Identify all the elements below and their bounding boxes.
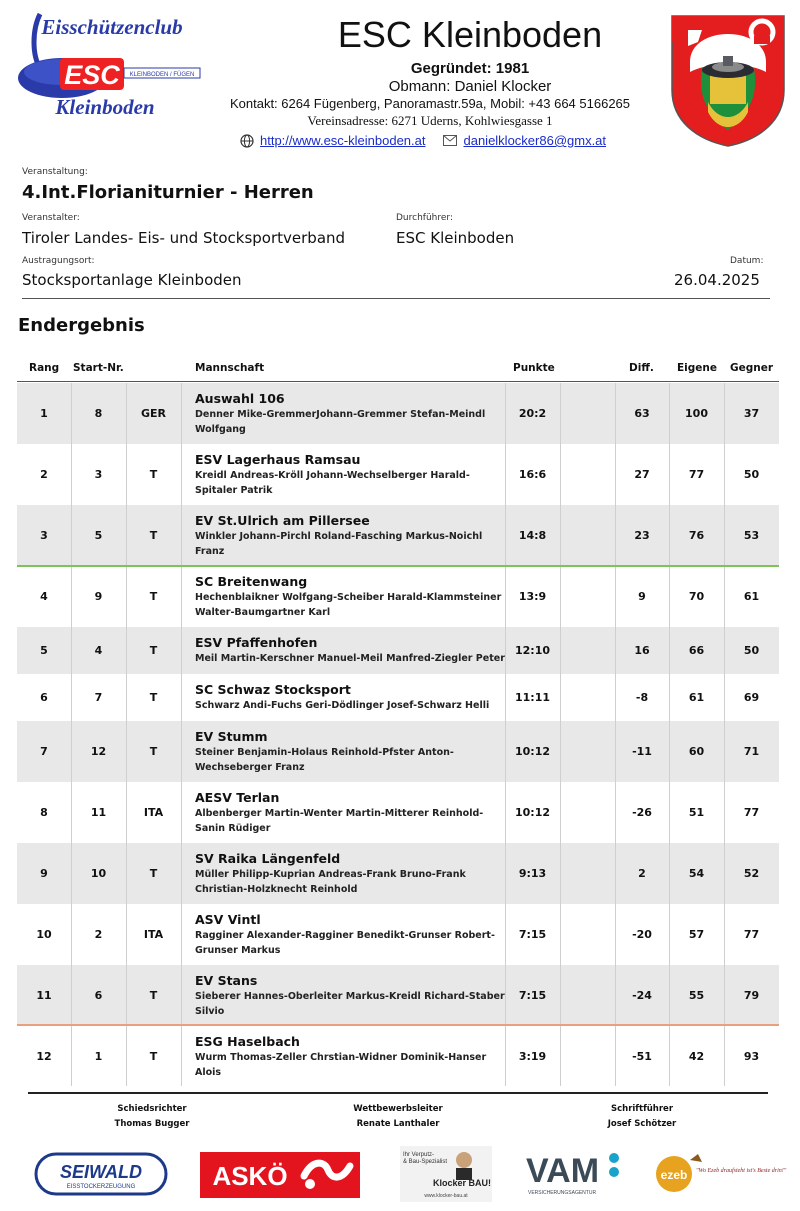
column-divider <box>181 843 182 904</box>
column-divider <box>181 904 182 965</box>
team-name: SV Raika Längenfeld <box>195 851 341 866</box>
col-team: Mannschaft <box>195 362 265 374</box>
sponsor-ezeb-name: ezeb <box>660 1168 688 1182</box>
cell-diff: -51 <box>632 1049 652 1063</box>
venue-value: Stocksportanlage Kleinboden <box>22 271 242 289</box>
table-row <box>17 383 779 444</box>
cell-diff: -26 <box>632 806 652 819</box>
sponsor-klocker-line2: & Bau-Spezialist <box>403 1159 448 1165</box>
cell-points: 7:15 <box>518 989 547 1002</box>
column-divider <box>181 965 182 1026</box>
cell-nat: ITA <box>143 806 164 819</box>
event-name: 4.Int.Florianiturnier - Herren <box>22 182 314 203</box>
column-divider <box>181 505 182 566</box>
sponsor-seiwald-name: SEIWALD <box>59 1162 143 1182</box>
referee-name: Thomas Bugger <box>114 1119 190 1129</box>
team-members: Winkler Johann-Pirchl Roland-Fasching Markus-Noichl Franz <box>195 531 483 557</box>
address-text: Vereinsadresse: 6271 Uderns, Kohlwiesgasse 1 <box>307 113 553 128</box>
cell-own: 60 <box>688 745 705 758</box>
contact-links <box>240 133 606 148</box>
cell-opp: 79 <box>743 989 760 1002</box>
cell-start: 3 <box>94 468 103 481</box>
table-row <box>17 904 779 965</box>
cell-opp: 93 <box>743 1049 760 1063</box>
column-divider <box>560 904 561 965</box>
cell-rank: 3 <box>40 529 48 542</box>
col-diff: Diff. <box>629 362 654 374</box>
column-divider <box>181 721 182 782</box>
logo-bottom-text: Kleinboden <box>55 95 155 119</box>
column-divider <box>560 965 561 1026</box>
team-name: ASV Vintl <box>195 912 261 927</box>
column-divider <box>181 782 182 843</box>
cell-start: 6 <box>94 989 103 1002</box>
team-name: ESG Haselbach <box>195 1034 300 1049</box>
cell-rank: 4 <box>40 590 48 603</box>
sponsor-vam-name: VAM <box>526 1152 600 1190</box>
club-title: ESC Kleinboden <box>337 14 603 55</box>
team-members: Wurm Thomas-Zeller Chrstian-Widner Dominik-Hanser Alois <box>195 1052 487 1078</box>
sponsor-klocker-logo <box>400 1146 492 1202</box>
cell-points: 11:11 <box>514 691 550 704</box>
team-name: EV Stans <box>195 973 258 988</box>
logo-top-text: Eisschützenclub <box>41 15 183 39</box>
cell-rank: 9 <box>40 867 48 880</box>
table-row <box>17 721 779 782</box>
cell-diff: 23 <box>634 529 650 542</box>
sponsor-ezeb-logo <box>654 1146 787 1202</box>
cell-start: 4 <box>94 644 103 657</box>
cell-rank: 2 <box>40 468 48 481</box>
info-divider <box>22 298 770 299</box>
cell-nat: T <box>149 644 158 657</box>
team-members: Meil Martin-Kerschner Manuel-Meil Manfred-Ziegler Peter <box>195 653 505 664</box>
column-divider <box>560 721 561 782</box>
team-name: AESV Terlan <box>195 790 280 805</box>
contact-text: Kontakt: 6264 Fügenberg, Panoramastr.59a, Mobil: +43 664 5166265 <box>229 96 631 111</box>
venue-label: Austragungsort: <box>22 256 95 266</box>
team-members: Schwarz Andi-Fuchs Geri-Dödlinger Josef-Schwarz Helli <box>195 700 490 711</box>
cell-rank: 11 <box>36 989 52 1002</box>
sponsor-ezeb-slogan: "Wo Ezeb draufsteht ist's Beste drin!" <box>696 1168 787 1174</box>
cell-diff: 63 <box>634 407 650 420</box>
cell-nat: T <box>149 590 158 603</box>
director-role: Wettbewerbsleiter <box>353 1104 443 1114</box>
relegation-line <box>17 1024 779 1026</box>
column-divider <box>560 444 561 505</box>
team-members: Albenberger Martin-Wenter Martin-Mitterer Reinhold-Sanin Rüdiger <box>195 808 484 834</box>
globe-icon <box>240 134 254 148</box>
cell-own: 42 <box>688 1049 705 1063</box>
cell-nat: T <box>149 529 158 542</box>
sponsor-klocker-line1: Ihr Verputz- <box>403 1152 435 1158</box>
cell-rank: 7 <box>40 745 48 758</box>
cell-start: 11 <box>90 806 107 819</box>
cell-opp: 69 <box>743 691 760 704</box>
cell-opp: 50 <box>743 468 760 481</box>
cell-diff: -20 <box>632 928 652 941</box>
team-members: Müller Philipp-Kuprian Andreas-Frank Bruno-Frank Christian-Holzknecht Reinhold <box>195 869 466 895</box>
sponsor-klocker-url: www.klocker-bau.at <box>424 1193 468 1199</box>
cell-diff: -11 <box>632 745 652 758</box>
column-divider <box>181 566 182 627</box>
cell-nat: T <box>149 1049 158 1063</box>
cell-points: 12:10 <box>514 644 550 657</box>
table-row <box>17 444 779 505</box>
executor-label: Durchführer: <box>396 213 453 223</box>
column-divider <box>560 674 561 721</box>
cell-rank: 1 <box>40 407 48 420</box>
team-members: Ragginer Alexander-Ragginer Benedikt-Grunser Robert-Grunser Markus <box>195 930 495 956</box>
sponsor-vam-logo <box>526 1146 626 1202</box>
secretary-role: Schriftführer <box>610 1104 674 1114</box>
team-name: SC Breitenwang <box>195 574 308 589</box>
cell-own: 51 <box>688 806 705 819</box>
cell-points: 14:8 <box>518 529 547 542</box>
organizer-label: Veranstalter: <box>22 213 80 223</box>
cell-rank: 6 <box>40 691 48 704</box>
cell-start: 7 <box>94 691 103 704</box>
chairman-text: Obmann: Daniel Klocker <box>388 78 552 95</box>
team-name: ESV Lagerhaus Ramsau <box>195 452 361 467</box>
col-rank: Rang <box>29 362 60 374</box>
cell-start: 8 <box>94 407 103 420</box>
column-divider <box>181 383 182 444</box>
column-divider <box>560 383 561 444</box>
cell-rank: 12 <box>36 1049 52 1063</box>
table-row <box>17 566 779 627</box>
cell-nat: T <box>149 989 158 1002</box>
cell-points: 7:15 <box>518 928 547 941</box>
cell-start: 10 <box>90 867 107 880</box>
club-logo <box>10 10 210 122</box>
cell-diff: 16 <box>634 644 650 657</box>
sponsor-seiwald-logo <box>36 1146 166 1202</box>
cell-nat: T <box>149 867 158 880</box>
director-name: Renate Lanthaler <box>356 1119 440 1129</box>
column-divider <box>560 566 561 627</box>
team-members: Kreidl Andreas-Kröll Johann-Wechselberger Harald-Spitaler Patrik <box>195 470 470 496</box>
cell-start: 2 <box>94 928 103 941</box>
team-members: Denner Mike-GremmerJohann-Gremmer Stefan-Meindl Wolfgang <box>195 409 486 435</box>
column-divider <box>560 627 561 674</box>
cell-points: 10:12 <box>514 806 550 819</box>
column-divider <box>560 782 561 843</box>
cell-rank: 8 <box>40 806 48 819</box>
cell-nat: T <box>149 745 158 758</box>
secretary-name: Josef Schötzer <box>607 1119 677 1129</box>
cell-nat: ITA <box>143 928 164 941</box>
table-row <box>17 843 779 904</box>
cell-own: 100 <box>685 407 708 420</box>
cell-points: 16:6 <box>518 468 547 481</box>
date-label: Datum: <box>730 256 764 266</box>
sponsor-seiwald-sub: EISSTOCKERZEUGUNG <box>66 1184 136 1190</box>
sponsor-askoe-name: ASKÖ <box>212 1161 288 1191</box>
cell-start: 9 <box>94 590 103 603</box>
organizer-value: Tiroler Landes- Eis- und Stocksportverband <box>22 229 346 247</box>
sponsor-klocker-name: Klocker BAU! <box>432 1178 492 1188</box>
mail-icon <box>443 135 457 146</box>
team-name: Auswahl 106 <box>195 391 285 406</box>
table-row <box>17 674 779 721</box>
email-link[interactable]: danielklocker86@gmx.at <box>463 133 607 148</box>
results-title: Endergebnis <box>18 315 145 336</box>
cell-own: 66 <box>688 644 705 657</box>
results-table-header <box>17 360 779 382</box>
cell-points: 20:2 <box>518 407 547 420</box>
cell-diff: 2 <box>638 867 646 880</box>
column-divider <box>560 843 561 904</box>
team-members: Sieberer Hannes-Oberleiter Markus-Kreidl Richard-Staber Silvio <box>195 991 505 1017</box>
table-row <box>17 965 779 1026</box>
col-start: Start-Nr. <box>73 362 124 374</box>
cell-own: 61 <box>688 691 705 704</box>
table-row <box>17 1026 779 1086</box>
sponsor-askoe-logo <box>200 1146 360 1202</box>
cell-own: 54 <box>688 867 705 880</box>
column-divider <box>560 505 561 566</box>
municipal-crest <box>668 12 788 148</box>
cell-start: 1 <box>94 1049 103 1063</box>
column-divider <box>181 1026 182 1086</box>
team-members: Hechenblaikner Wolfgang-Scheiber Harald-Klammsteiner Walter-Baumgartner Karl <box>195 592 502 618</box>
team-name: EV Stumm <box>195 729 268 744</box>
footer-divider <box>28 1092 768 1094</box>
cell-points: 13:9 <box>518 590 547 603</box>
cell-diff: 9 <box>638 590 646 603</box>
cell-own: 55 <box>688 989 705 1002</box>
team-name: SC Schwaz Stocksport <box>195 682 351 697</box>
col-points: Punkte <box>513 362 555 374</box>
col-own: Eigene <box>677 362 718 374</box>
logo-small-text: KLEINBODEN / FÜGEN <box>129 72 195 78</box>
col-opp: Gegner <box>730 362 774 374</box>
column-divider <box>181 627 182 674</box>
cell-opp: 37 <box>743 407 760 420</box>
cell-opp: 71 <box>743 745 760 758</box>
date-value: 26.04.2025 <box>674 271 760 289</box>
cell-rank: 5 <box>40 644 48 657</box>
cell-diff: 27 <box>634 468 650 481</box>
cell-points: 3:19 <box>518 1049 547 1063</box>
table-row <box>17 627 779 674</box>
cell-points: 10:12 <box>514 745 550 758</box>
cell-opp: 77 <box>743 806 760 819</box>
cell-opp: 61 <box>743 590 760 603</box>
table-row <box>17 782 779 843</box>
founded-text: Gegründet: 1981 <box>410 60 530 77</box>
cell-diff: -8 <box>635 691 649 704</box>
cell-nat: T <box>149 691 158 704</box>
cell-own: 57 <box>688 928 705 941</box>
cell-points: 9:13 <box>518 867 547 880</box>
executor-value: ESC Kleinboden <box>396 229 515 247</box>
cell-rank: 10 <box>36 928 52 941</box>
table-row <box>17 505 779 566</box>
column-divider <box>560 1026 561 1086</box>
cell-own: 77 <box>688 468 705 481</box>
cell-own: 70 <box>688 590 705 603</box>
team-name: EV St.Ulrich am Pillersee <box>195 513 370 528</box>
column-divider <box>181 444 182 505</box>
cell-opp: 77 <box>743 928 760 941</box>
cell-opp: 53 <box>743 529 760 542</box>
cell-start: 12 <box>90 745 107 758</box>
cell-opp: 52 <box>743 867 760 880</box>
cell-start: 5 <box>94 529 103 542</box>
column-divider <box>181 674 182 721</box>
team-members: Steiner Benjamin-Holaus Reinhold-Pfster Anton-Wechseberger Franz <box>195 747 454 773</box>
sponsor-vam-sub: VERSICHERUNGSAGENTUR <box>528 1190 597 1196</box>
team-name: ESV Pfaffenhofen <box>195 635 318 650</box>
cell-nat: GER <box>140 407 166 420</box>
event-label: Veranstaltung: <box>22 167 88 177</box>
cell-opp: 50 <box>743 644 760 657</box>
website-link[interactable]: http://www.esc-kleinboden.at <box>260 133 426 148</box>
cell-nat: T <box>149 468 158 481</box>
cell-own: 76 <box>688 529 705 542</box>
referee-role: Schiedsrichter <box>117 1104 187 1114</box>
cell-diff: -24 <box>632 989 652 1002</box>
promotion-line <box>17 565 779 567</box>
logo-esc-text: ESC <box>64 60 120 90</box>
